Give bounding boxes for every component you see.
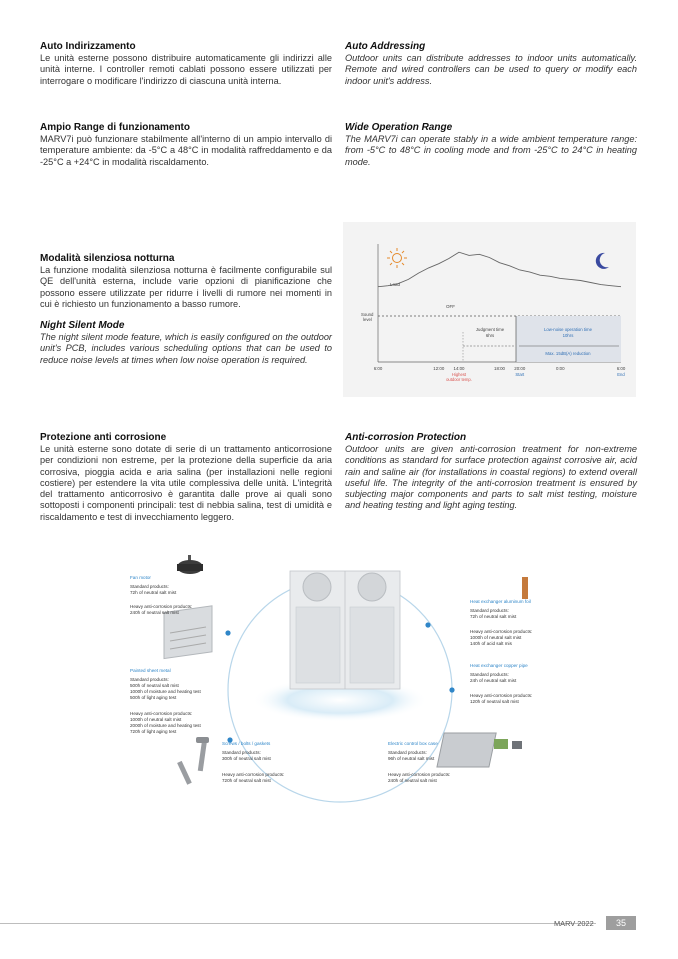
fan-motor-title: Fan motor	[130, 575, 151, 580]
section-text: The night silent mode feature, which is easily configured on the outdoor unit's PCB, includes various scheduling options that can be used to reduce noise levels at times when low noise operation is required.	[40, 332, 332, 365]
reduction-label: Max. 15dB(A) reduction	[545, 351, 591, 356]
x-tick-sublabel: Start	[515, 372, 525, 377]
x-tick-label: 0:00	[556, 366, 565, 371]
sheet-metal-line: 500h of light aging test	[130, 695, 177, 700]
section-text: The MARV7i can operate stably in a wide ambient temperature range: from -5°C to 48°C in cooling mode and from -25°C to 24°C in heating mode.	[345, 134, 637, 167]
fan-motor-line: 72h of neutral salt mist	[130, 590, 177, 595]
x-tick-label: 18:00	[494, 366, 505, 371]
auto-addressing-it	[40, 41, 332, 87]
control-box-line: Standard products:	[388, 750, 427, 755]
section-title: Night Silent Mode	[40, 320, 125, 331]
hx-copper-title: Heat exchanger copper pipe	[470, 663, 528, 668]
control-box-line: 96h of neutral salt mist	[388, 756, 435, 761]
lownoise-label: Low-noise operation time	[543, 327, 593, 332]
sheet-metal-line: 1000h of neutral salt mist	[130, 717, 182, 722]
operation-range-en	[345, 122, 637, 168]
control-box-line: Heavy anti-corrosion products:	[388, 772, 451, 777]
off-label: OFF	[446, 304, 455, 309]
ring-dot	[225, 630, 230, 635]
heat-exchanger-aluminum-image	[462, 555, 530, 599]
section-title: Wide Operation Range	[345, 122, 453, 133]
judgment-label: Judgment time	[475, 327, 505, 332]
sheet-metal-line: 500h of neutral salt mist	[130, 683, 179, 688]
sheet-metal-line: 720h of light aging test	[130, 729, 177, 734]
night-silent-chart	[343, 222, 636, 397]
section-text: Le unità esterne sono dotate di serie di un trattamento anticorrosione per condizioni non estreme, per la protezione della superficie da aria corrosiva, pioggia acida e aria salina (per installazioni nelle regioni costiere) per estendere la vita utile complessiva delle unità. L'integrità del trattamento anticorrosivo è garantita dalle prove ai quali sono sottoposti i componenti principali: test di nebbia salina, test di umidità e riscaldamento e test di invecchiamento leggero.	[40, 444, 332, 522]
section-title: Auto Indirizzamento	[40, 41, 136, 52]
x-tick-label: 12:00	[433, 366, 445, 371]
section-title: Anti-corrosion Protection	[345, 432, 467, 443]
anti-corrosion-en	[345, 432, 637, 512]
load-label: Load	[390, 282, 401, 287]
hx-aluminum-line: 1000h of neutral salt mist	[470, 635, 522, 640]
screws-line: 720h of neutral salt mist	[222, 778, 271, 783]
x-tick-sublabel: End	[617, 372, 625, 377]
x-tick-label: 14:00	[453, 366, 465, 371]
section-text: MARV7i può funzionare stabilmente all'interno di un ampio intervallo di temperature ambiente: da -5°C a 48°C in modalità raffreddamento e da -25°C a +24°C in modalità riscaldamento.	[40, 134, 332, 167]
section-title: Ampio Range di funzionamento	[40, 122, 190, 133]
section-title: Modalità silenziosa notturna	[40, 253, 175, 264]
screws-title: Screws / bolts / gaskets	[222, 741, 271, 746]
chart-background	[343, 222, 636, 397]
section-text: La funzione modalità silenziosa notturna è facilmente configurabile sul QE dell'unità esterna, include varie opzioni di pianificazione che possono essere utilizzate per ridurre i livelli di rumore nei momenti in cui è richiesto un funzionamento a basso rumore.	[40, 265, 332, 309]
night-silent-it	[40, 253, 332, 310]
sheet-metal-line: 1000h of moisture and heating test	[130, 689, 201, 694]
night-silent-en	[40, 320, 332, 366]
fan-motor-line: 240h of neutral salt mist	[130, 610, 179, 615]
footer-brand: MARV 2022	[554, 919, 594, 928]
fan-motor-image	[177, 555, 203, 574]
footer-divider	[0, 923, 596, 924]
judgment-value: 6hrs	[485, 333, 495, 338]
y-axis-label-2: level	[363, 317, 372, 322]
section-text: Outdoor units are given anti-corrosion treatment for non-extreme conditions as standard for surface protection against corrosive air, acid rain and saline air (for installations in coastal regions) to extend overall useful life. The integrity of the anti-corrosion treatment is ensured by subjecting major components and parts to salt mist testing, moisture and heating testing and light aging testing.	[345, 444, 637, 511]
control-box-image	[437, 733, 522, 767]
hx-aluminum-line: Standard products:	[470, 608, 509, 613]
section-text: Outdoor units can distribute addresses to indoor units automatically. Remote and wired controllers can be used to query or modify each indoor unit's address.	[345, 53, 637, 86]
sheet-metal-line: Standard products:	[130, 677, 169, 682]
ring-dot	[449, 687, 454, 692]
screws-line: Standard products:	[222, 750, 261, 755]
x-tick-sublabel: Highest	[451, 372, 467, 377]
sheet-metal-title: Painted sheet metal	[130, 668, 171, 673]
x-tick-label: 6:00	[616, 366, 626, 371]
lownoise-value: 10hrs	[562, 333, 574, 338]
operation-range-it	[40, 122, 332, 168]
y-axis-label-1: Sound	[361, 312, 374, 317]
infographic-art	[118, 555, 558, 815]
anti-corrosion-infographic	[118, 555, 558, 815]
x-tick-label: 20:00	[514, 366, 526, 371]
hx-aluminum-title: Heat exchanger aluminum foil	[470, 599, 531, 604]
sheet-metal-line: 2000h of moisture and heating test	[130, 723, 201, 728]
ring-dot	[425, 622, 430, 627]
section-title: Auto Addressing	[345, 41, 426, 52]
control-box-line: 240h of neutral salt mist	[388, 778, 437, 783]
sheet-metal-line: Heavy anti-corrosion products:	[130, 711, 193, 716]
hx-aluminum-line: Heavy anti-corrosion products:	[470, 629, 533, 634]
fan-motor-line: Heavy anti-corrosion products:	[130, 604, 193, 609]
anti-corrosion-it	[40, 432, 332, 523]
hx-copper-line: 120h of neutral salt mist	[470, 699, 519, 704]
control-box-title: Electric control box case	[388, 741, 438, 746]
screws-line: Heavy anti-corrosion products:	[222, 772, 285, 777]
hx-aluminum-line: 140h of acid salt mis	[470, 641, 512, 646]
auto-addressing-en	[345, 41, 637, 87]
outdoor-unit-image	[290, 571, 400, 689]
x-tick-label: 6:00	[373, 366, 383, 371]
hx-copper-line: Heavy anti-corrosion products:	[470, 693, 533, 698]
page-number: 35	[606, 916, 636, 930]
hx-copper-line: 24h of neutral salt mist	[470, 678, 517, 683]
section-text: Le unità esterne possono distribuire automaticamente gli indirizzi alle unità interne. I controller remoti cablati possono essere utilizzati per interrogare o modificare l'indirizzo di ciascuna unità interna.	[40, 53, 332, 86]
fan-motor-line: Standard products:	[130, 584, 169, 589]
hx-copper-line: Standard products:	[470, 672, 509, 677]
section-title: Protezione anti corrosione	[40, 432, 167, 443]
screws-line: 300h of neutral salt mist	[222, 756, 271, 761]
hx-aluminum-line: 72h of neutral salt mist	[470, 614, 517, 619]
x-tick-sublabel: outdoor temp.	[446, 377, 472, 382]
screws-image	[177, 737, 209, 785]
